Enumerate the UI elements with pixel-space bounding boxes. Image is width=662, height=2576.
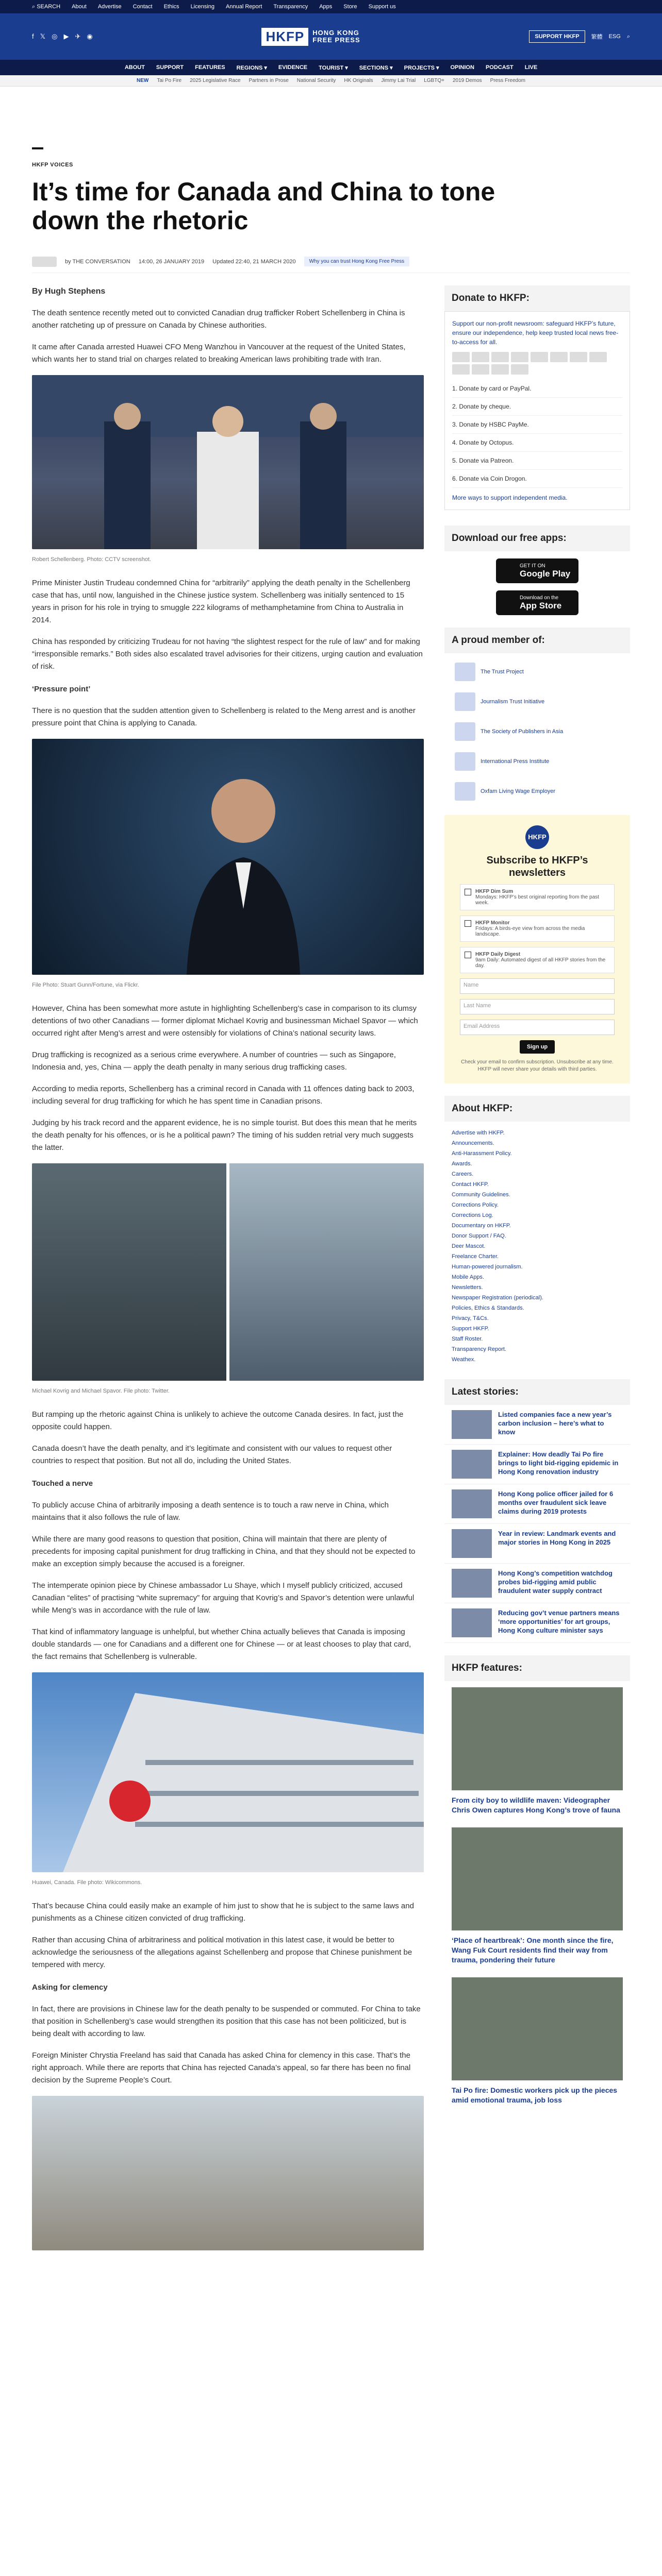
byline-author[interactable]: by THE CONVERSATION [65,258,130,265]
trudeau-photo [32,739,424,975]
donate-method[interactable]: 1. Donate by card or PayPal. [452,380,622,398]
member-oxfam[interactable]: Oxfam Living Wage Employer [455,780,620,803]
telegram-icon[interactable]: ✈ [75,32,81,40]
logo-text: HONG KONG FREE PRESS [312,29,360,44]
bitcoin-icon [511,364,528,375]
paragraph: The death sentence recently meted out to convicted Canadian drug trafficker Robert Schellenberg in China is another ratcheting up of pressure on Canada by Chinese authorities. [32,309,405,330]
site-logo[interactable] [261,28,360,46]
about-widget [444,1096,630,1371]
checkbox[interactable] [465,920,471,927]
paragraph: In fact, there are provisions in Chinese law for the death penalty to be suspended or commuted. For China to take that position in Schellenberg’s case would strengthen its position that this case has not been politicized, but is being dealt with according to law. [32,2005,421,2038]
member-trust-project[interactable]: The Trust Project [455,660,620,683]
visa-icon [472,352,489,362]
paragraph: The intemperate opinion piece by Chinese ambassador Lu Shaye, which I myself publicly criticized, accused Canadian “elites” of practising “white supremacy” for arguing that Kovrig’s and Spavor’s detention were unlawful while Meng’s was in accordance with the rule of law. [32,1581,415,1615]
trending-link[interactable]: LGBTQ+ [424,78,444,83]
story-title[interactable]: Hong Kong’s competition watchdog probes bid-rigging amid public fraudulent water supply contract [498,1569,613,1595]
byline-bar [32,250,630,273]
youtube-icon[interactable]: ▶ [63,32,69,40]
newsletter-option[interactable]: HKFP Daily Digest 9am Daily: Automated digest of all HKFP stories from the day. [460,947,615,973]
facebook-icon[interactable]: f [32,32,34,40]
story-thumbnail [452,1450,492,1479]
search-label: SEARCH [37,3,61,10]
huawei-photo [32,1672,424,1872]
trending-link[interactable]: Tai Po Fire [157,78,182,83]
top-link[interactable]: Apps [319,4,333,10]
proud-title: A proud member of: [444,628,630,653]
latest-list [444,1405,630,1643]
about-link[interactable]: Community Guidelines. [452,1192,510,1198]
about-link[interactable]: Careers. [452,1171,474,1177]
nav-item[interactable]: ABOUT [124,64,145,71]
more-ways-link[interactable]: More ways to support independent media. [452,494,568,501]
wechat-icon [491,364,509,375]
story-title[interactable]: Listed companies face a new year’s carbon inclusion – here’s what to know [498,1411,612,1436]
apps-title: Download our free apps: [444,526,630,551]
section-heading: Touched a nerve [32,1479,93,1488]
amex-icon [491,352,509,362]
article-body [32,273,424,2250]
story-thumbnail [452,1529,492,1558]
name-field[interactable]: Name [460,978,615,994]
latest-story[interactable] [444,1564,630,1603]
latest-story[interactable] [444,1603,630,1643]
oxfam-logo [455,782,475,801]
about-title: About HKFP: [444,1096,630,1122]
payment-icons [452,352,622,375]
paragraph: There is no question that the sudden attention given to Schellenberg is related to the Meng arrest and is another pressure point that China is applying to Canada. [32,706,416,727]
support-button[interactable]: SUPPORT HKFP [529,30,585,43]
new-badge: NEW [136,78,149,83]
about-list [444,1122,630,1371]
story-title[interactable]: Explainer: How deadly Tai Po fire brings to light bid-rigging epidemic in Hong Kong renovation industry [498,1450,619,1476]
court-building-photo [32,2096,424,2250]
apps-widget [444,526,630,615]
building-illustration [32,1672,424,1872]
paragraph: To publicly accuse China of arbitrarily imposing a death sentence is to touch a raw nerve in China, which maintains that it also follows the rule of law. [32,1501,389,1522]
trending-link[interactable]: National Security [296,78,336,83]
nav-item[interactable]: EVIDENCE [278,64,308,71]
schellenberg-photo [32,375,424,549]
member-jti[interactable]: Journalism Trust Initiative [455,690,620,713]
nav-item[interactable]: SUPPORT [156,64,184,71]
trending-link[interactable]: HK Originals [344,78,373,83]
trending-link[interactable]: 2025 Legislative Race [190,78,241,83]
trending-link[interactable]: 2019 Demos [452,78,482,83]
nav-item[interactable]: FEATURES [195,64,225,71]
member-sopa[interactable]: The Society of Publishers in Asia [455,720,620,743]
paypal-icon [511,352,528,362]
top-link[interactable]: Store [343,4,357,10]
about-link[interactable]: Newsletters. [452,1284,483,1291]
twitter-icon[interactable]: 𝕏 [40,32,46,40]
photo-caption: File Photo: Stuart Gunn/Fortune, via Flickr. [32,982,139,988]
membership-widget [444,628,630,803]
donate-method[interactable]: 3. Donate by HSBC PayMe. [452,416,622,434]
top-bar [0,0,662,13]
publish-date: 14:00, 26 JANUARY 2019 [138,258,205,265]
top-link[interactable]: Contact [133,4,153,10]
story-thumbnail [452,1569,492,1598]
google-play-button[interactable]: GET IT ON Google Play [496,558,578,583]
kovrig-spavor-photo [32,1163,424,1381]
photo-caption: Michael Kovrig and Michael Spavor. File photo: Twitter. [32,1388,170,1394]
feature-story[interactable] [444,1971,630,2111]
latest-story[interactable] [444,1445,630,1484]
article-title: It’s time for Canada and China to tone down the rhetoric [32,177,495,235]
nav-item[interactable]: TOURIST ▾ [319,64,348,71]
about-link[interactable]: Newspaper Registration (periodical). [452,1295,543,1301]
donate-method[interactable]: 4. Donate by Octopus. [452,434,622,452]
about-link[interactable]: Human-powered journalism. [452,1264,523,1270]
top-link[interactable]: Licensing [190,4,215,10]
feature-story[interactable] [444,1821,630,1971]
nav-item[interactable]: REGIONS ▾ [236,64,267,71]
about-link[interactable]: Corrections Log. [452,1212,493,1218]
latest-story[interactable] [444,1524,630,1564]
donate-method[interactable]: 2. Donate by cheque. [452,398,622,416]
signup-button[interactable]: Sign up [520,1040,555,1054]
mastercard-icon [452,352,470,362]
portrait-illustration [32,739,424,975]
paragraph: Rather than accusing China of arbitrariness and political motivation in this latest case, it would be better to acknowledge the seriousness of the allegations against Schellenberg and propose that Chinese punishment be tempered with mercy. [32,1936,412,1969]
unionpay-icon [452,364,470,375]
paragraph: It came after Canada arrested Huawei CFO Meng Wanzhou in Vancouver at the request of the United States, which wants her to stand trial on charges related to breaking American laws prohibiting trade with Iran. [32,343,406,364]
about-link[interactable]: Weathex. [452,1357,476,1363]
instagram-icon[interactable]: ◎ [52,32,58,40]
sopa-logo [455,722,475,741]
logo-mark: HKFP [261,28,308,46]
article-author: By Hugh Stephens [32,287,106,296]
newsletter-widget [444,815,630,1083]
top-link[interactable]: Support us [368,4,396,10]
nav-item[interactable]: OPINION [450,64,474,71]
feature-title[interactable]: ‘Place of heartbreak’: One month since the fire, Wang Fuk Court residents find their way from trauma, pondering their future [452,1936,614,1964]
paragraph: That’s because China could easily make an example of him just to show that he is subject to the same laws and punishments as a Chinese citizen convicted of drug trafficking. [32,1902,414,1923]
photo-caption: Huawei, Canada. File photo: Wikicommons. [32,1879,142,1886]
story-thumbnail [452,1608,492,1637]
jti-logo [455,692,475,711]
latest-widget [444,1379,630,1643]
top-link[interactable]: Transparency [273,4,308,10]
about-link[interactable]: Announcements. [452,1140,494,1146]
paragraph: Judging by his track record and the apparent evidence, he is no simple tourist. But does this mean that he merits the death penalty for his offences, or is he a political pawn? The timing of his sudden retrial very much suggests the latter. [32,1118,417,1152]
paragraph: According to media reports, Schellenberg has a criminal record in Canada with 11 offences dating back to 2003, including several for drug trafficking for which he has spent time in Canadian prisons. [32,1084,415,1106]
features-list [444,1681,630,2111]
paragraph: Canada doesn’t have the death penalty, and it’s legitimate and consistent with our values to request other countries to respect that position. But not all do, including the United States. [32,1444,392,1465]
trending-link[interactable]: Press Freedom [490,78,526,83]
fps-icon [570,352,587,362]
story-thumbnail [452,1489,492,1518]
about-link[interactable]: Corrections Policy. [452,1202,499,1208]
latest-story[interactable] [444,1484,630,1524]
trending-link[interactable]: Partners in Prose [249,78,289,83]
photo-caption: Robert Schellenberg. Photo: CCTV screenshot. [32,556,152,563]
top-link[interactable]: Advertise [97,4,122,10]
publisher-logo [32,257,57,267]
story-title[interactable]: Reducing gov’t venue partners means ‘more opportunities’ for art groups, Hong Kong culture minister says [498,1609,620,1634]
paragraph: Foreign Minister Chrystia Freeland has said that Canada has asked China for clemency in this case. That’s the right approach. While there are reports that China has rejected Canada’s appeal, so far there has been no final decision by the Supreme People’s Court. [32,2051,411,2084]
nav-item[interactable]: LIVE [524,64,538,71]
updated-date: Updated 22:40, 21 MARCH 2020 [212,258,296,265]
paragraph: That kind of inflammatory language is unhelpful, but whether China actually believes that Canada is imposing double standards — one for Canadians and a different one for Chinese — or at least chooses to play that card, the fact remains that Schellenberg is vulnerable. [32,1628,411,1661]
ipi-logo [455,752,475,771]
about-link[interactable]: Contact HKFP. [452,1181,489,1188]
donate-widget [444,285,630,510]
paragraph: Prime Minister Justin Trudeau condemned China for “arbitrarily” applying the death penalty in the Schellenberg case that has, until now, languished in the Chinese justice system. Schellenberg was initially sentenced to 15 years in prison for his role in trying to smuggle 222 kilograms of methamphetamine from China to Australia in 2014. [32,579,410,624]
trending-link[interactable]: Jimmy Lai Trial [381,78,416,83]
about-link[interactable]: Mobile Apps. [452,1274,484,1280]
nav-item[interactable]: SECTIONS ▾ [359,64,393,71]
spavor-photo [229,1163,424,1381]
paragraph: China has responded by criticizing Trudeau for not having “the slightest respect for the rule of law” and for making “irresponsible remarks.” Both sides also escalated travel advisories for their citizens, urging caution and evaluation of risk. [32,637,423,671]
donate-method[interactable]: 5. Donate via Patreon. [452,452,622,470]
nav-item[interactable]: PODCAST [485,64,514,71]
article-kicker[interactable]: HKFP VOICES [32,162,73,168]
title-rule [32,147,43,149]
alipay-icon [472,364,489,375]
checkbox[interactable] [465,889,471,895]
donate-method[interactable]: 6. Donate via Coin Drogon. [452,470,622,488]
rss-icon[interactable]: ◉ [87,32,93,40]
latest-story[interactable] [444,1405,630,1445]
language-link[interactable]: 繁體 [591,34,603,40]
patreon-icon [589,352,607,362]
kovrig-photo [32,1163,226,1381]
paragraph: However, China has been somewhat more astute in highlighting Schellenberg’s case in comparison to its clumsy detentions of two other Canadians — former diplomat Michael Kovrig and businessman Michael Spavor — which occurred right after Meng’s arrest and were ostensibly for violations of China’s national security laws. [32,1004,418,1038]
donate-intro[interactable]: Support our non-profit newsroom: safeguard HKFP’s future, ensure our independence, help keep trusted local news free-to-access for all. [452,320,619,346]
masthead [0,13,662,60]
app-store-button[interactable]: Download on the App Store [496,590,578,615]
feature-image [452,1687,623,1790]
member-ipi[interactable]: International Press Institute [455,750,620,773]
about-link[interactable]: Staff Roster. [452,1336,483,1342]
latest-title: Latest stories: [444,1379,630,1405]
trust-project-logo [455,663,475,681]
paragraph: While there are many good reasons to question that position, China will maintain that there are plenty of precedents for imposing capital punishment for drug trafficking in China, and that they should not be expected to make an exception simply because the accused is a foreigner. [32,1535,416,1568]
nav-item[interactable]: PROJECTS ▾ [404,64,439,71]
feature-title[interactable]: Tai Po fire: Domestic workers pick up the pieces amid emotional trauma, job loss [452,2086,618,2104]
newsletter-option[interactable]: HKFP Dim Sum Mondays: HKFP’s best original reporting from the past week. [460,884,615,910]
trust-link[interactable]: Why you can trust Hong Kong Free Press [304,257,410,266]
story-thumbnail [452,1410,492,1439]
trending-nav [0,75,662,87]
section-heading: ‘Pressure point’ [32,685,91,693]
top-link[interactable]: Ethics [163,4,179,10]
about-link[interactable]: Anti-Harassment Policy. [452,1150,512,1157]
about-link[interactable]: Documentary on HKFP. [452,1223,511,1229]
about-link[interactable]: Awards. [452,1161,472,1167]
courtroom-illustration [32,375,424,549]
newsletter-note: Check your email to confirm subscription. Unsubscribe at any time. HKFP will never share your details with third parties. [461,1059,614,1072]
feature-story[interactable] [444,1681,630,1821]
about-link[interactable]: Deer Mascot. [452,1243,486,1249]
story-title[interactable]: Hong Kong police officer jailed for 6 months over fraudulent sick leave claims during 2019 protests [498,1490,614,1515]
newsletter-title: Subscribe to HKFP’s newsletters [486,855,588,878]
octopus-icon [550,352,568,362]
about-link[interactable]: Freelance Charter. [452,1253,499,1260]
about-link[interactable]: Support HKFP. [452,1326,489,1332]
other-link[interactable]: ESG [608,33,621,40]
paragraph: But ramping up the rhetoric against China is unlikely to achieve the outcome Canada desires. In fact, just the opposite could happen. [32,1410,404,1431]
payme-icon [531,352,548,362]
about-link[interactable]: Donor Support / FAQ. [452,1233,506,1239]
about-link[interactable]: Advertise with HKFP. [452,1130,505,1136]
paragraph: Drug trafficking is recognized as a serious crime everywhere. A number of countries — such as Singapore, Indonesia and, yes, China — apply the death penalty in many serious drug trafficking cases. [32,1050,396,1072]
feature-image [452,1977,623,2080]
checkbox[interactable] [465,952,471,958]
sidebar [444,273,630,2250]
top-link[interactable]: About [72,4,87,10]
last-name-field[interactable]: Last Name [460,999,615,1014]
article-header [0,147,662,273]
section-heading: Asking for clemency [32,1983,108,1992]
features-widget [444,1655,630,2111]
search-icon[interactable]: ⌕ [626,33,630,40]
newsletter-logo: HKFP [525,825,549,849]
top-link[interactable]: Annual Report [226,4,262,10]
story-title[interactable]: Year in review: Landmark events and major stories in Hong Kong in 2025 [498,1530,616,1546]
main-nav [0,60,662,75]
about-link[interactable]: Privacy, T&Cs. [452,1315,489,1321]
newsletter-option[interactable]: HKFP Monitor Fridays: A birds-eye view from across the media landscape. [460,916,615,942]
donate-title: Donate to HKFP: [444,285,630,311]
feature-title[interactable]: From city boy to wildlife maven: Videographer Chris Owen captures Hong Kong’s trove of fauna [452,1796,620,1814]
search-link[interactable]: ⌕ SEARCH [32,3,61,10]
email-field[interactable]: Email Address [460,1020,615,1035]
features-title: HKFP features: [444,1655,630,1681]
feature-image [452,1827,623,1930]
about-link[interactable]: Policies, Ethics & Standards. [452,1305,524,1311]
about-link[interactable]: Transparency Report. [452,1346,506,1352]
social-links [32,32,93,41]
